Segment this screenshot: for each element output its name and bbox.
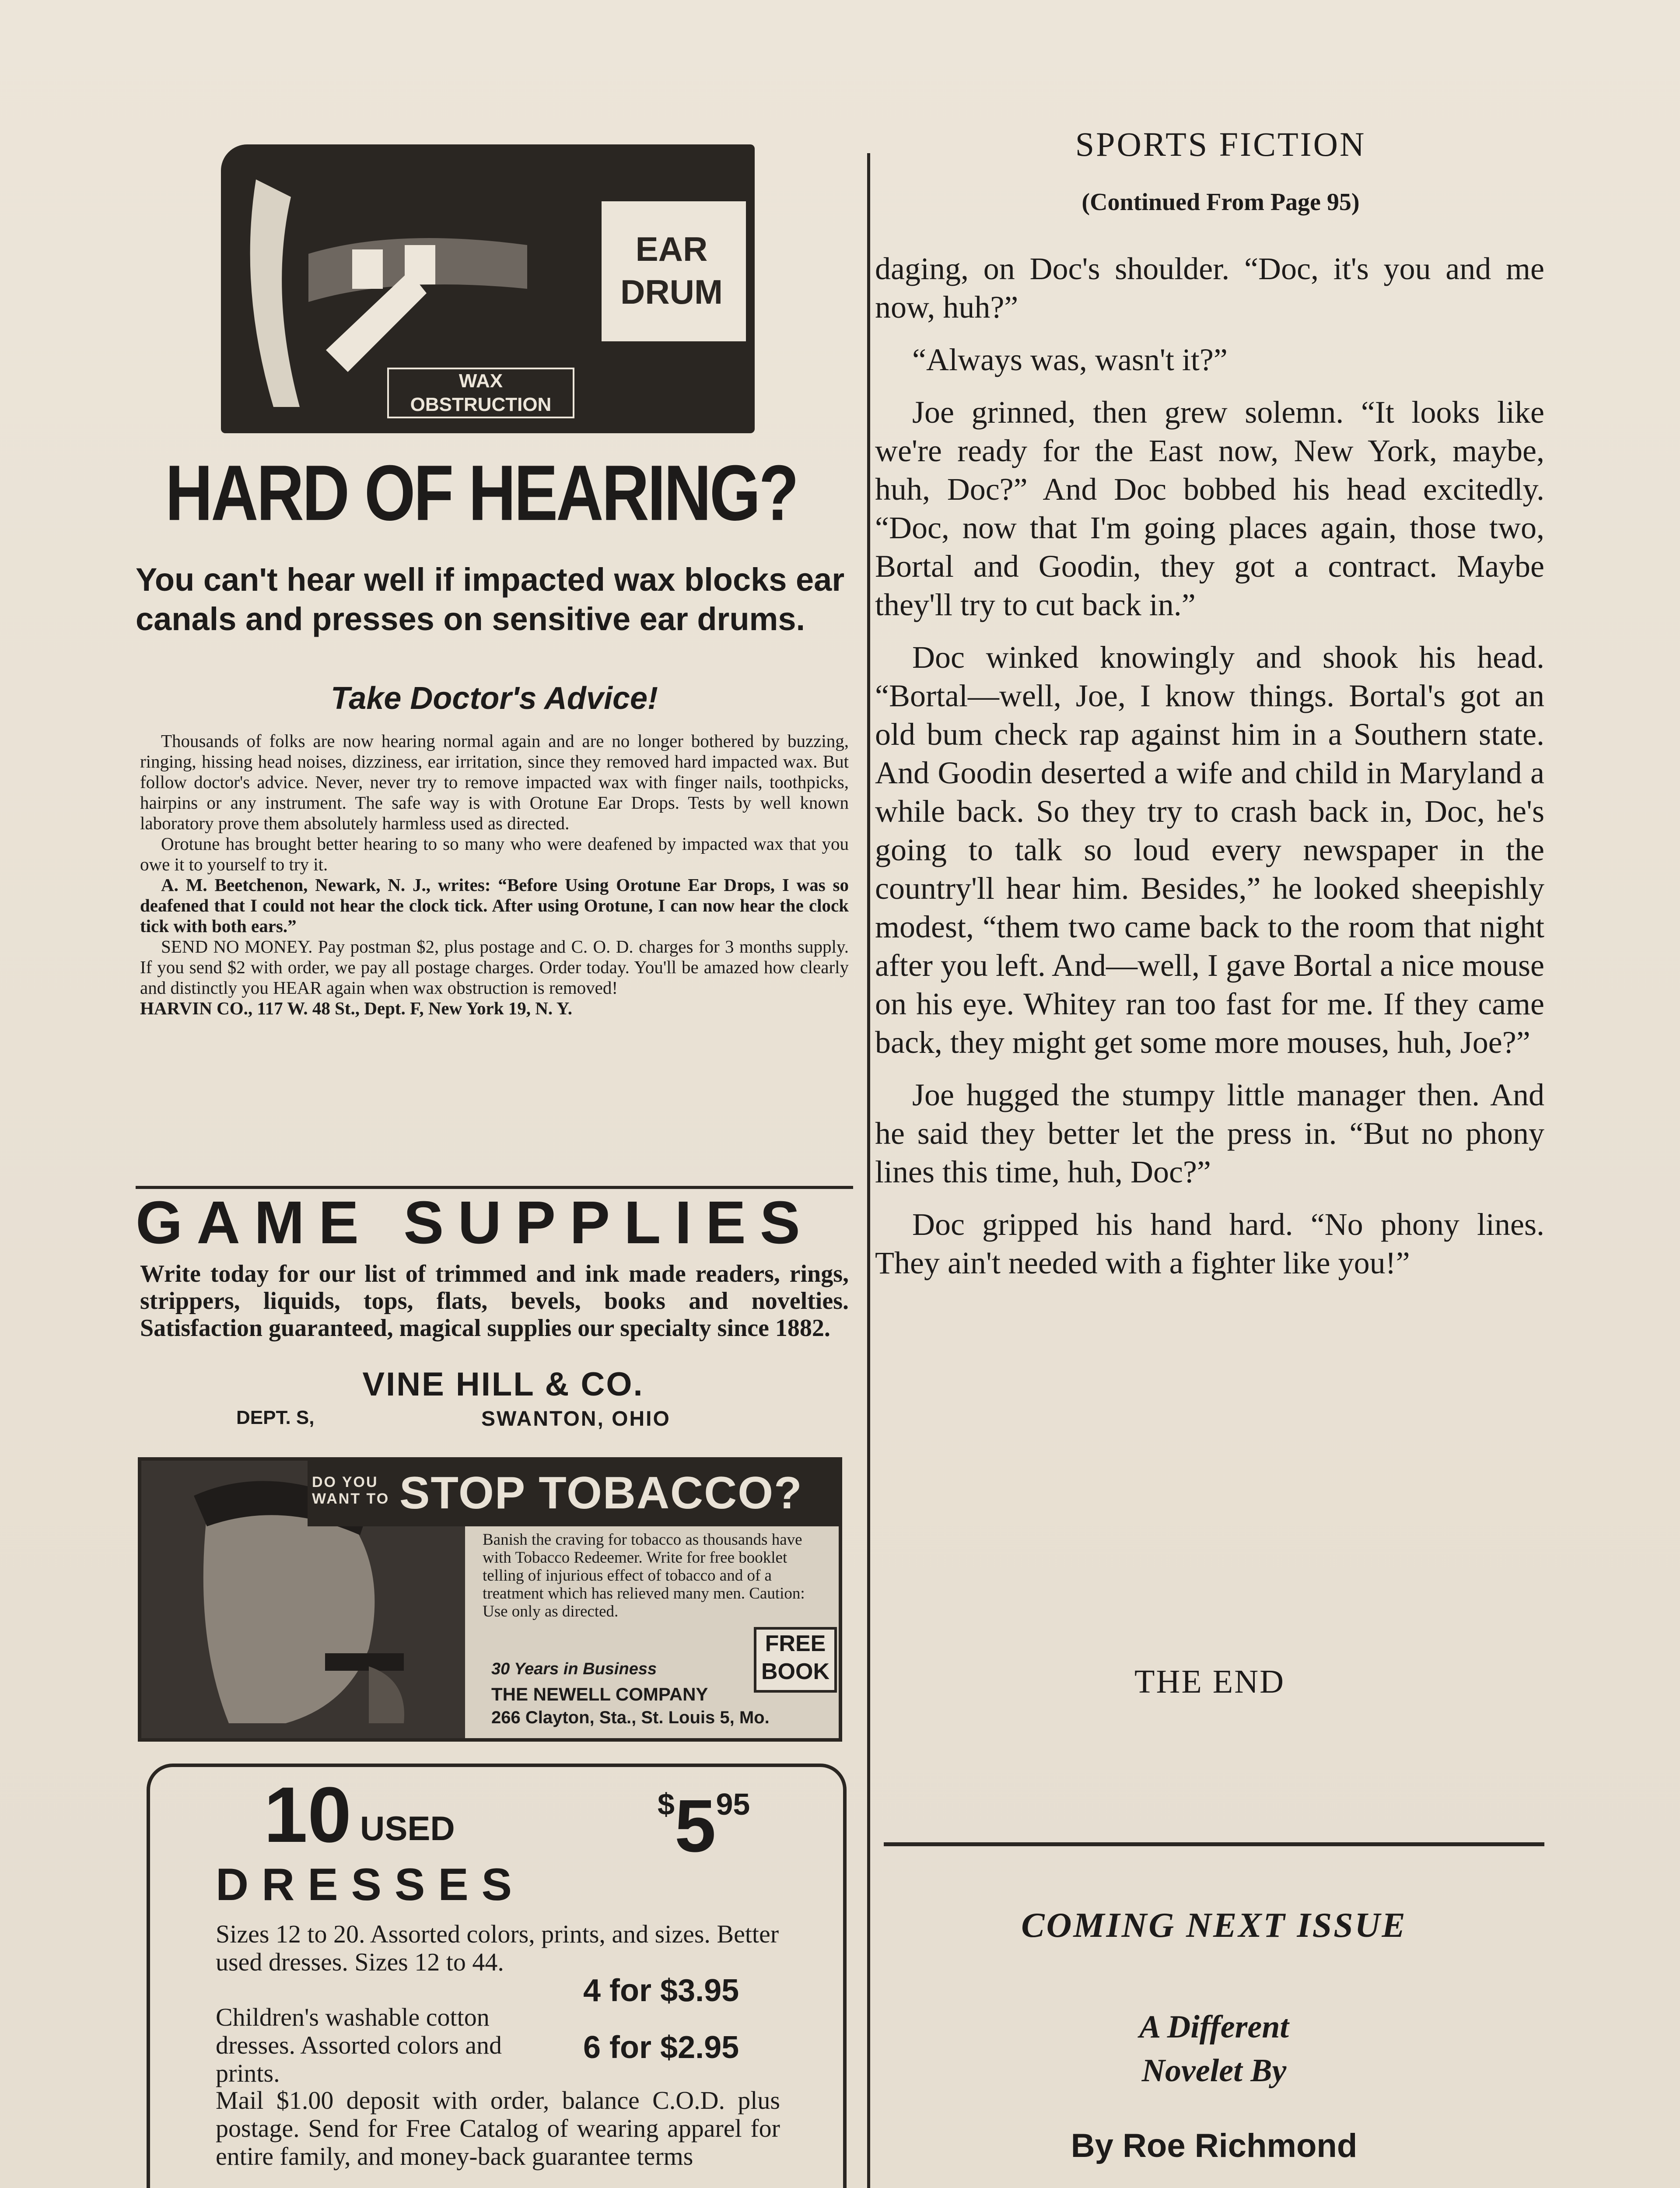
hearing-headline: HARD OF HEARING? <box>165 449 798 537</box>
next-issue-top-rule <box>884 1842 1544 1846</box>
hearing-address: HARVIN CO., 117 W. 48 St., Dept. F, New York 19, N. Y. <box>140 998 572 1018</box>
story-paragraph: daging, on Doc's shoulder. “Doc, it's you and me now, huh?” <box>875 251 1544 325</box>
ear-drum-label-line: EAR <box>635 230 708 268</box>
next-issue-line: Novelet By <box>1141 2053 1287 2089</box>
hearing-tagline: Take Doctor's Advice! <box>330 681 658 716</box>
tobacco-body: Banish the craving for tobacco as thousands have with Tobacco Redeemer. Write for free booklet telling of injurious effect of tobacco and of a treatment which has relieved many men. Caution: Use only as directed. <box>483 1531 805 1620</box>
free-book-line: BOOK <box>761 1659 830 1684</box>
wax-label-line: WAX <box>458 370 503 392</box>
hearing-body-paragraph: Orotune has brought better hearing to so many who were deafened by impacted wax that you owe it to yourself to try it. <box>140 834 849 874</box>
wax-label <box>387 368 574 418</box>
game-city: SWANTON, OHIO <box>481 1407 671 1431</box>
game-body: Write today for our list of trimmed and ink made readers, rings, strippers, liquids, tops, flats, bevels, books and novelties. Satisfaction guaranteed, magical supplies our specialty since 1882. <box>140 1260 849 1342</box>
ear-drum-label-line: DRUM <box>620 273 723 311</box>
story-paragraph: Joe grinned, then grew solemn. “It looks like we're ready for the East now, New York, maybe, huh, Doc?” And Doc bobbed his head excitedly. “Doc, now that I'm going places again, those two, Bortal and Goodin, they got a contract. Maybe they'll try to cut back in.” <box>875 395 1544 622</box>
tobacco-kicker-line: WANT TO <box>312 1490 390 1507</box>
game-headline: GAME SUPPLIES <box>136 1189 814 1256</box>
dresses-text3: Mail $1.00 deposit with order, balance C.O.D. plus postage. Send for Free Catalog of wearing apparel for entire family, and money-back guarantee terms <box>216 2086 780 2170</box>
next-issue-heading: COMING NEXT ISSUE <box>1021 1906 1407 1945</box>
game-dept: DEPT. S, <box>236 1407 315 1428</box>
hearing-body-paragraph: Thousands of folks are now hearing normal again and are no longer bothered by buzzing, ringing, hissing head noises, dizziness, ear irritation, since they removed hard impacted wax. But follow doctor's advice. Never, never try to remove impacted wax with finger nails, toothpicks, hairpins or any instrument. The safe way is with Orotune Ear Drops. Tests by well known laboratory prove them absolutely harmless used as directed. <box>140 731 849 833</box>
free-book-line: FREE <box>765 1631 826 1656</box>
ear-illustration <box>221 144 755 433</box>
column-divider <box>867 153 870 2188</box>
hearing-body <box>140 731 849 1019</box>
running-header: SPORTS FICTION <box>1075 125 1366 163</box>
tobacco-years: 30 Years in Business <box>491 1660 657 1678</box>
wax-label-line: OBSTRUCTION <box>410 394 552 415</box>
next-issue-author: By Roe Richmond <box>1071 2127 1358 2164</box>
story-paragraph: Doc gripped his hand hard. “No phony lines. They ain't needed with a fighter like you!” <box>875 1207 1544 1280</box>
tobacco-company: THE NEWELL COMPANY <box>491 1684 708 1704</box>
hearing-body-paragraph: A. M. Beetchenon, Newark, N. J., writes: “Before Using Orotune Ear Drops, I was so deafened that I could not hear the clock tick. After using Orotune, I can now hear the clock tick with both ears.” <box>140 875 849 936</box>
hearing-body-paragraph: SEND NO MONEY. Pay postman $2, plus postage and C. O. D. charges for 3 months supply. If you send $2 with order, we pay all postage charges. Order today. You'll be amazed how clearly and distinctly you HEAR again when wax obstruction is removed! <box>140 936 849 998</box>
dresses-offer1: 4 for $3.95 <box>583 1973 739 2008</box>
story-text <box>875 249 1544 1296</box>
dresses-number: 10 <box>264 1771 352 1859</box>
ear-drum-label <box>606 228 737 313</box>
price-cents: 95 <box>716 1787 750 1821</box>
free-book-badge <box>754 1627 837 1693</box>
the-end: THE END <box>1134 1663 1285 1700</box>
price-dollar-sign: $ <box>658 1787 675 1821</box>
dresses-text1: Sizes 12 to 20. Assorted colors, prints, and sizes. Better used dresses. Sizes 12 to 44. <box>216 1920 779 1976</box>
tobacco-address: 266 Clayton, Sta., St. Louis 5, Mo. <box>491 1708 770 1727</box>
dresses-ad <box>147 1764 847 2188</box>
story-paragraph: Joe hugged the stumpy little manager then. And he said they better let the press in. “But no phony lines this time, huh, Doc?” <box>875 1077 1544 1189</box>
game-company: VINE HILL & CO. <box>362 1366 644 1403</box>
dresses-text2: Children's washable cotton dresses. Assorted colors and prints. <box>216 2003 502 2087</box>
dresses-price <box>658 1785 750 1868</box>
dresses-word: DRESSES <box>216 1859 525 1910</box>
story-paragraph: “Always was, wasn't it?” <box>912 342 1228 377</box>
tobacco-headline: STOP TOBACCO? <box>399 1468 803 1518</box>
next-issue-line: A Different <box>1139 2009 1289 2045</box>
price-whole: 5 <box>674 1785 716 1868</box>
continued-note: (Continued From Page 95) <box>1082 189 1360 216</box>
dresses-used: USED <box>360 1809 455 1848</box>
hearing-subhead: You can't hear well if impacted wax blocks ear canals and presses on sensitive ear drums. <box>136 561 845 637</box>
tobacco-kicker-line: DO YOU <box>312 1474 378 1490</box>
tobacco-kicker <box>312 1474 389 1507</box>
tobacco-ad <box>138 1457 842 1742</box>
story-paragraph: Doc winked knowingly and shook his head. “Bortal—well, Joe, I know things. Bortal's got an old bum check rap against him in a Southern state. And Goodin deserted a wife and child in Maryland a while back. So they try to crash back in, Doc, he's going to talk so loud every newspaper in the country'll hear him. Besides,” he looked sheepishly modest, “them two came back to the room that night after you left. And—well, I gave Bortal a nice mouse on his eye. Whitey ran too fast for me. If they came back, they might get some more mouses, huh, Joe?” <box>875 640 1544 1060</box>
dresses-offer2: 6 for $2.95 <box>583 2030 739 2065</box>
